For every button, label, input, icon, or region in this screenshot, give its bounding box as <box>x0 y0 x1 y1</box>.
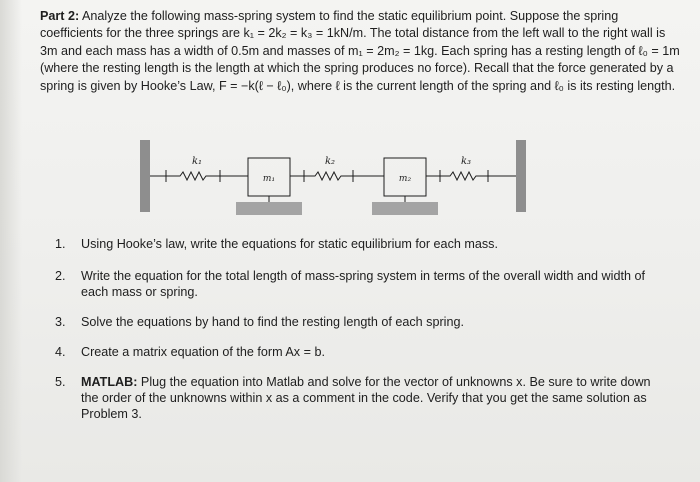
part-heading: Part 2: <box>40 9 80 23</box>
question-number: 5. <box>55 375 66 389</box>
mass-label-m1: m₁ <box>262 174 276 184</box>
question-text: Create a matrix equation of the form Ax = b. <box>81 345 325 359</box>
question-text: Solve the equations by hand to find the resting length of each spring. <box>81 315 464 329</box>
question-item <box>55 314 655 330</box>
ground-block-1 <box>236 202 302 215</box>
question-item <box>55 374 655 422</box>
problem-text: Analyze the following mass-spring system to find the static equilibrium point. Suppose the spring coefficients for the three springs are k₁ = 2k₂ = k₃ = 1kN/m. The total distance from the left wall to the right wall is 3m and each mass has a width of 0.5m and masses of m₁ = 2m₂ = 1kg. Each spring has a resting length of ℓ₀ = 1m (where the resting length is the length at which the spring produces no force). Recall that the force generated by a spring is given by Hooke’s Law, F = −k(ℓ − ℓ₀), where ℓ is the current length of the spring and ℓ₀ is its resting length. <box>40 9 680 93</box>
left-wall <box>140 140 150 212</box>
question-number: 4. <box>55 345 66 359</box>
question-item <box>55 344 655 360</box>
question-text: Plug the equation into Matlab and solve for the vector of unknowns x. Be sure to write down the order of the unknowns within x as a comment in the code. Verify that you get the same solution as Problem 3. <box>81 375 651 421</box>
question-text: Write the equation for the total length of mass-spring system in terms of the overall width and width of each mass or spring. <box>81 269 645 299</box>
question-number: 2. <box>55 269 66 283</box>
mass-spring-diagram <box>140 140 540 230</box>
spring-label-k3: k₃ <box>460 156 472 167</box>
spring-label-k2: k₂ <box>324 156 336 167</box>
question-item <box>55 268 655 300</box>
question-number: 1. <box>55 237 66 251</box>
question-lead: MATLAB: <box>81 375 138 389</box>
ground-block-2 <box>372 202 438 215</box>
question-item <box>55 236 655 252</box>
spring-3 <box>426 170 516 182</box>
diagram-svg <box>140 140 540 230</box>
right-wall <box>516 140 526 212</box>
page-shadow <box>0 0 22 482</box>
spring-label-k1: k₁ <box>191 156 203 167</box>
question-list <box>55 236 655 422</box>
question-text: Using Hooke’s law, write the equations for static equilibrium for each mass. <box>81 237 498 251</box>
problem-statement <box>40 8 680 95</box>
mass-label-m2: m₂ <box>398 174 412 184</box>
spring-1 <box>150 170 248 182</box>
spring-2 <box>290 170 384 182</box>
question-number: 3. <box>55 315 66 329</box>
